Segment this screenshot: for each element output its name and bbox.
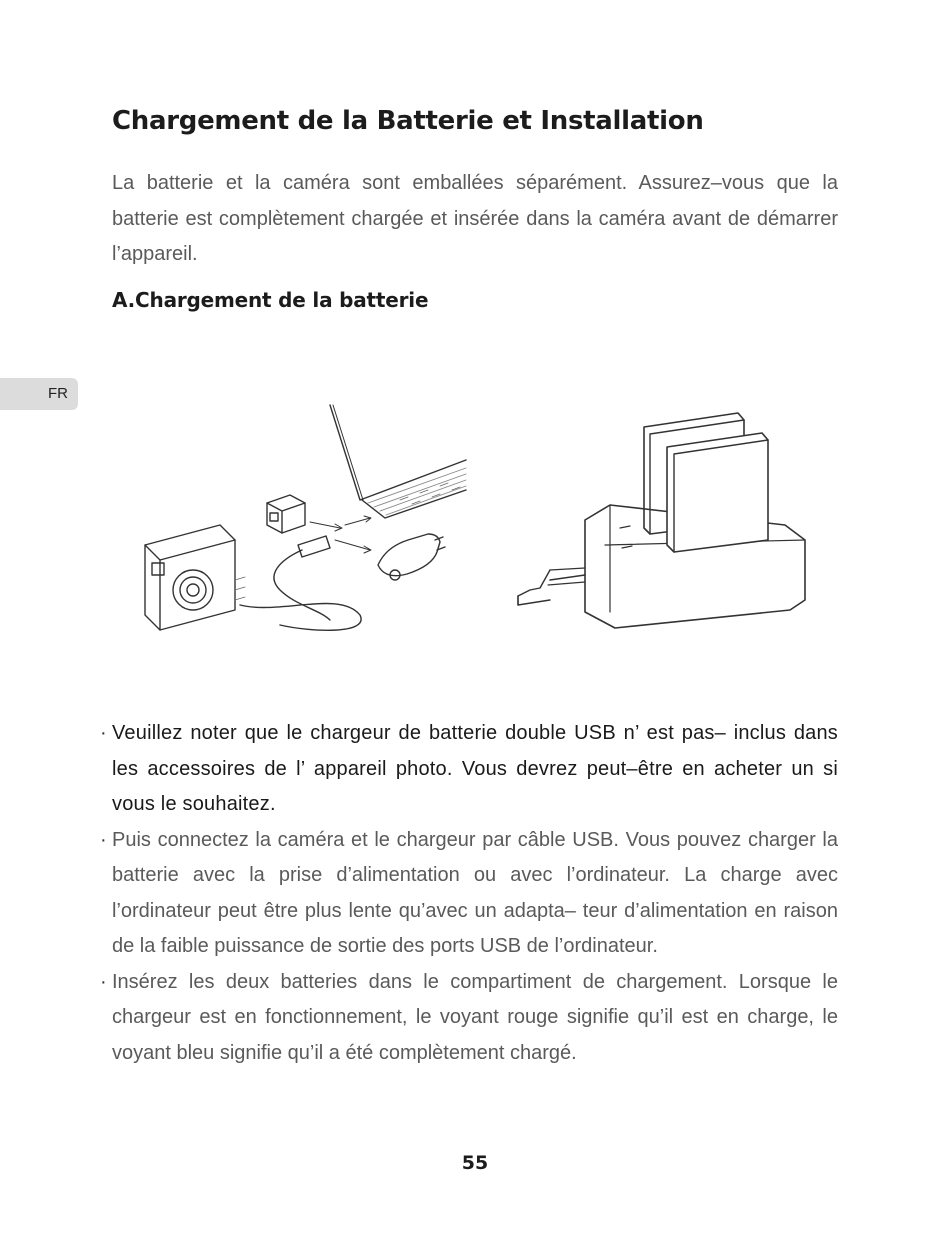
language-tab-label: FR (48, 385, 68, 402)
instruction-list (100, 716, 838, 1071)
page-number: 55 (461, 1152, 489, 1174)
list-item: · Insérez les deux batteries dans le compartiment de chargement. Lorsque le chargeur est en fonctionnement, le voyant rouge signifie qu’il est en charge, le voyant bleu signifie qu’il a été complètement chargé. (100, 965, 838, 1072)
language-tab (0, 378, 78, 410)
dual-battery-charger-illustration (518, 413, 805, 628)
list-item: · Veuillez noter que le chargeur de batterie double USB n’ est pas– inclus dans les accessoires de l’ appareil photo. Vous devrez peut–être en acheter un si vous le souhaitez. (100, 716, 838, 823)
camera-usb-charging-illustration (145, 405, 466, 630)
list-item: · Puis connectez la caméra et le chargeur par câble USB. Vous pouvez charger la batterie avec la prise d’alimentation ou avec l’ordinateur. La charge avec l’ordinateur peut être plus lente qu’avec un adapta– teur d’alimentation en raison de la faible puissance de sortie des ports USB de l’ordinateur. (100, 823, 838, 965)
section-a-title: A.Chargement de la batterie (112, 288, 429, 312)
intro-paragraph: La batterie et la caméra sont emballées séparément. Assurez–vous que la batterie est complètement chargée et insérée dans la caméra avant de démarrer l’appareil. (112, 172, 838, 265)
page-title: Chargement de la Batterie et Installation (112, 106, 704, 136)
charging-illustration (130, 400, 820, 640)
